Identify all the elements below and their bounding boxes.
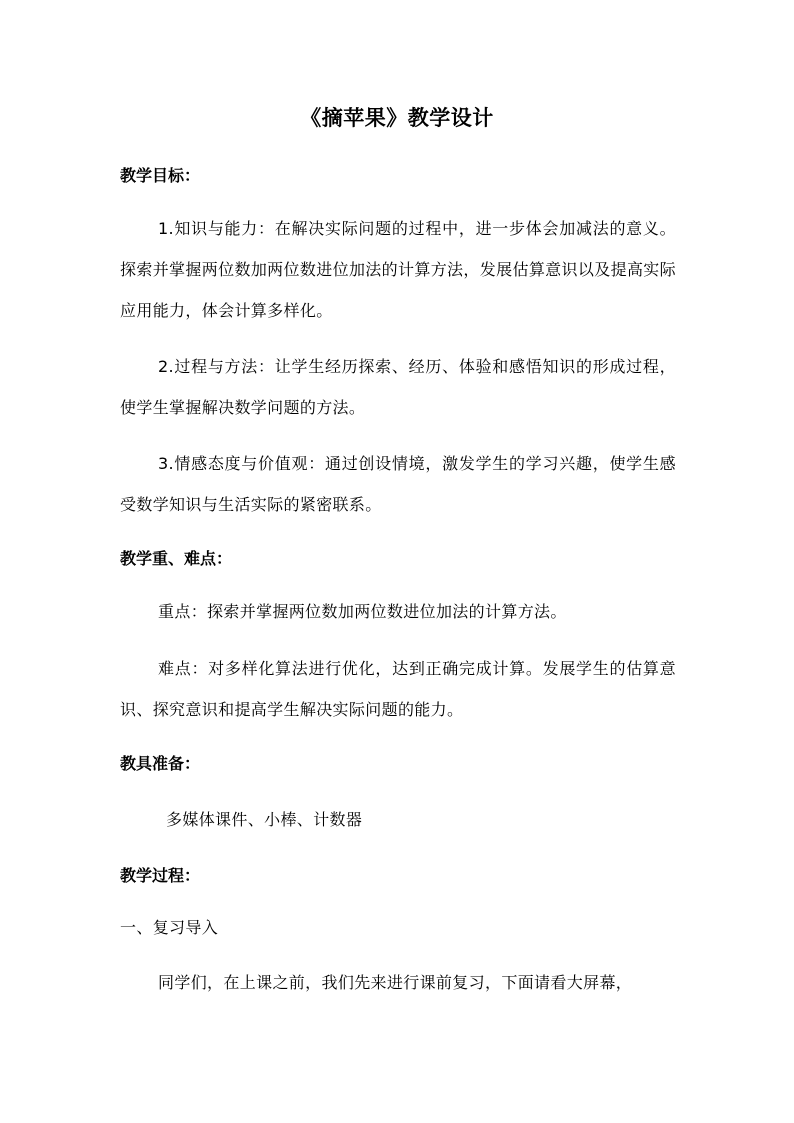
materials-heading: 教具准备： — [120, 754, 201, 773]
document-title: 《摘苹果》教学设计 — [300, 106, 494, 130]
objectives-heading: 教学目标： — [120, 166, 201, 185]
objective-attitude: 3.情感态度与价值观：通过创设情境，激发学生的学习兴趣，使学生感受数学知识与生活实际的紧密联系。 — [120, 454, 676, 514]
process-intro: 同学们，在上课之前，我们先来进行课前复习，下面请看大屏幕， — [158, 973, 633, 992]
objective-knowledge: 1.知识与能力：在解决实际问题的过程中，进一步体会加减法的意义。探索并掌握两位数加两位数进位加法的计算方法，发展估算意识以及提高实际应用能力，体会计算多样化。 — [120, 219, 676, 320]
materials-list: 多媒体课件、小棒、计数器 — [166, 810, 363, 829]
process-section-1: 一、复习导入 — [120, 918, 219, 937]
key-point-focus: 重点：探索并掌握两位数加两位数进位加法的计算方法。 — [158, 602, 567, 621]
key-point-difficulty: 难点：对多样化算法进行优化，达到正确完成计算。发展学生的估算意识、探究意识和提高学生解决实际问题的能力。 — [120, 659, 676, 719]
key-points-heading: 教学重、难点： — [120, 549, 233, 568]
objective-process: 2.过程与方法：让学生经历探索、经历、体验和感悟知识的形成过程，使学生掌握解决数学问题的方法。 — [120, 357, 676, 417]
process-heading: 教学过程： — [120, 866, 201, 885]
